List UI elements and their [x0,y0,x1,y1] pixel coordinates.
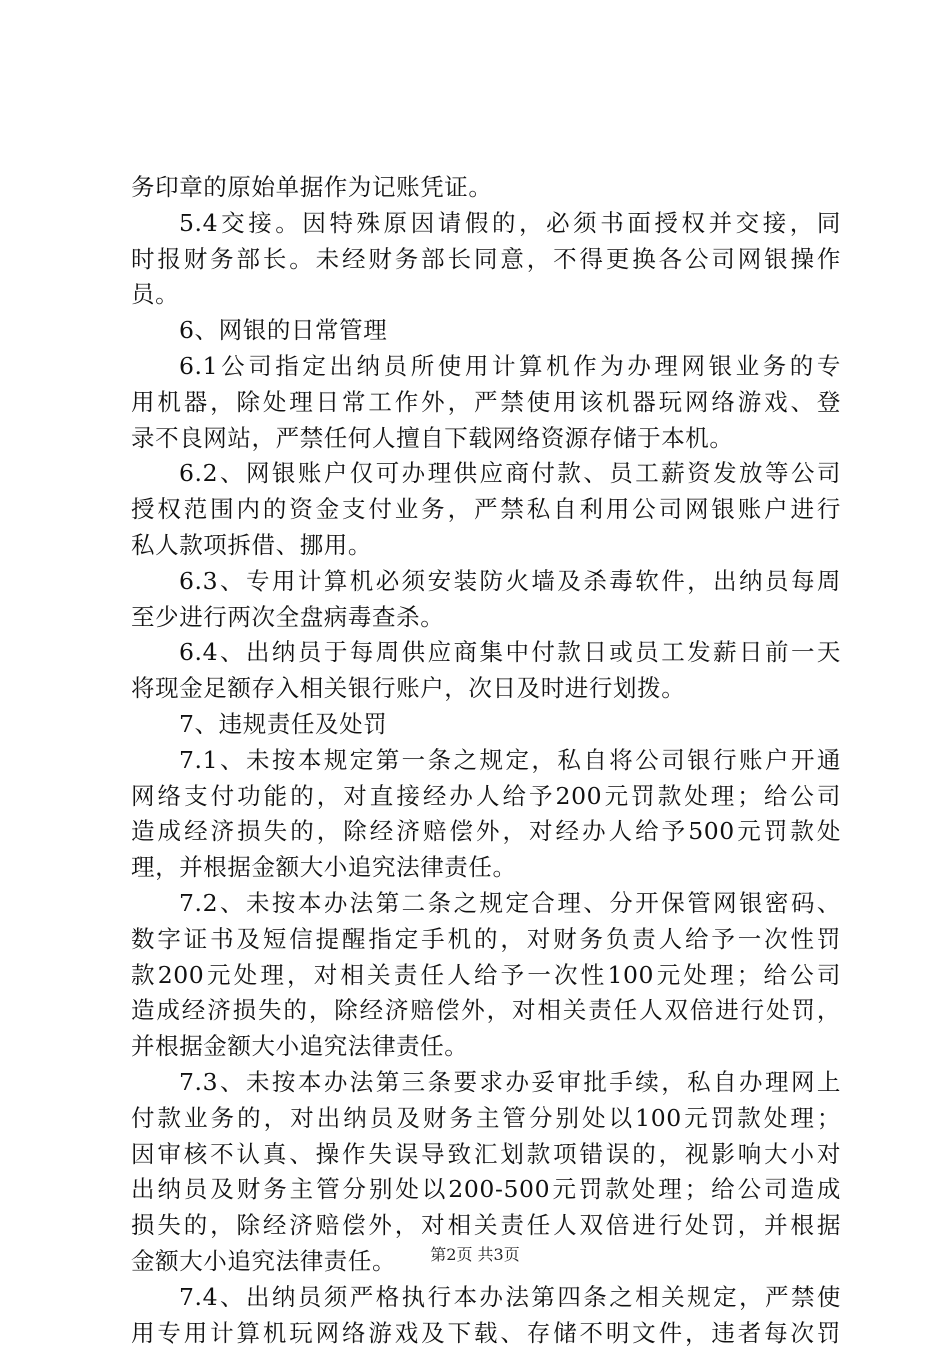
text-line: 6.3、专用计算机必须安装防火墙及杀毒软件，出纳员每周 [131,564,841,600]
text-line: 员。 [131,277,841,313]
text-line: 7.2、未按本办法第二条之规定合理、分开保管网银密码、 [131,886,841,922]
text-line: 造成经济损失的，除经济赔偿外，对经办人给予500元罚款处 [131,814,841,850]
text-line: 7.3、未按本办法第三条要求办妥审批手续，私自办理网上 [131,1065,841,1101]
text-line: 6.2、网银账户仅可办理供应商付款、员工薪资发放等公司 [131,456,841,492]
text-line: 6、网银的日常管理 [131,313,841,349]
text-line: 5.4交接。因特殊原因请假的，必须书面授权并交接，同 [131,206,841,242]
text-line: 6.4、出纳员于每周供应商集中付款日或员工发薪日前一天 [131,635,841,671]
text-line: 务印章的原始单据作为记账凭证。 [131,170,841,206]
text-line: 至少进行两次全盘病毒查杀。 [131,600,841,636]
text-line: 用专用计算机玩网络游戏及下载、存储不明文件，违者每次罚 [131,1316,841,1351]
text-line: 出纳员及财务主管分别处以200-500元罚款处理；给公司造成 [131,1172,841,1208]
text-line: 录不良网站，严禁任何人擅自下载网络资源存储于本机。 [131,421,841,457]
text-line: 付款业务的，对出纳员及财务主管分别处以100元罚款处理； [131,1101,841,1137]
text-line: 损失的，除经济赔偿外，对相关责任人双倍进行处罚，并根据 [131,1208,841,1244]
page-number-footer: 第2页 共3页 [0,1244,950,1266]
document-body [131,170,841,1351]
text-line: 造成经济损失的，除经济赔偿外，对相关责任人双倍进行处罚， [131,993,841,1029]
text-line: 7、违规责任及处罚 [131,707,841,743]
text-line: 7.4、出纳员须严格执行本办法第四条之相关规定，严禁使 [131,1280,841,1316]
text-line: 6.1公司指定出纳员所使用计算机作为办理网银业务的专 [131,349,841,385]
text-line: 用机器，除处理日常工作外，严禁使用该机器玩网络游戏、登 [131,385,841,421]
text-line: 款200元处理，对相关责任人给予一次性100元处理；给公司 [131,958,841,994]
text-line: 数字证书及短信提醒指定手机的，对财务负责人给予一次性罚 [131,922,841,958]
text-line: 私人款项拆借、挪用。 [131,528,841,564]
text-line: 并根据金额大小追究法律责任。 [131,1029,841,1065]
text-line: 金额大小追究法律责任。 [131,1244,841,1280]
text-line: 网络支付功能的，对直接经办人给予200元罚款处理；给公司 [131,779,841,815]
text-line: 理，并根据金额大小追究法律责任。 [131,850,841,886]
text-line: 因审核不认真、操作失误导致汇划款项错误的，视影响大小对 [131,1137,841,1173]
text-line: 7.1、未按本规定第一条之规定，私自将公司银行账户开通 [131,743,841,779]
text-line: 将现金足额存入相关银行账户，次日及时进行划拨。 [131,671,841,707]
text-line: 授权范围内的资金支付业务，严禁私自利用公司网银账户进行 [131,492,841,528]
text-line: 时报财务部长。未经财务部长同意，不得更换各公司网银操作 [131,242,841,278]
